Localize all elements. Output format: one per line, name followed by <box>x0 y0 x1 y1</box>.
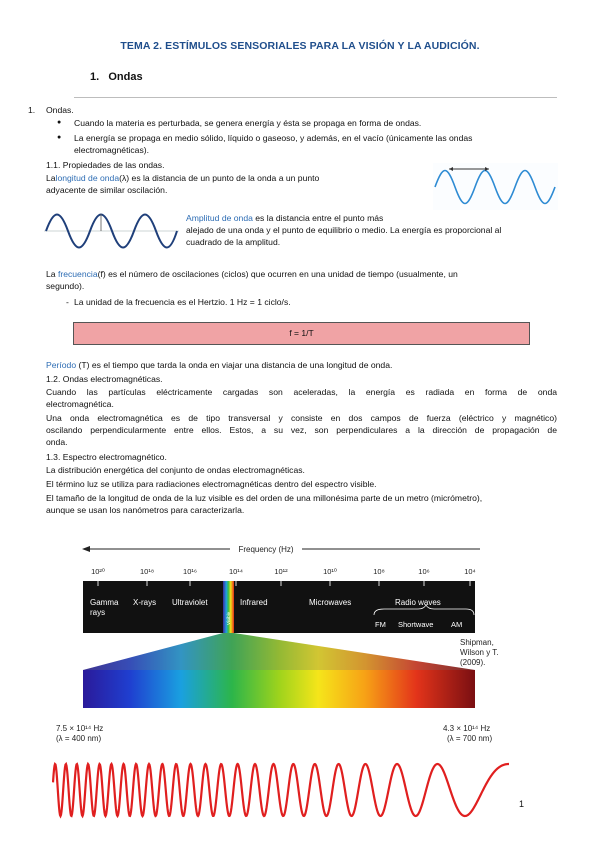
section-title: Ondas <box>108 71 143 83</box>
bullet-text-line: electromagnéticas). <box>74 145 149 156</box>
wavelength-intro: La <box>46 173 56 183</box>
spectrum-line-2: El término luz se utiliza para radiaciones electromagnéticas dentro del espectro visible. <box>46 479 377 489</box>
section-rule <box>74 97 557 98</box>
tick-label: 10⁸ <box>373 567 385 576</box>
chirp-wave-figure <box>52 758 510 826</box>
right-frequency: 4.3 × 10¹⁴ Hz <box>443 724 491 733</box>
em2-line2: oscilando perpendicularmente entre ellos. Estos, a su vez, son perpendiculares a la dirección de propagación de <box>46 425 557 436</box>
section-heading <box>90 71 143 83</box>
dash-bullet: - <box>66 297 69 307</box>
em2-line3: onda. <box>46 437 68 448</box>
period-term: Período <box>46 360 77 370</box>
band-gamma: Gamma <box>90 598 119 607</box>
frequency-term: frecuencia <box>57 269 98 279</box>
tick-label: 10¹² <box>274 567 288 576</box>
band-ultraviolet: Ultraviolet <box>172 598 208 607</box>
tick-label: 10¹⁴ <box>228 567 244 576</box>
frequency-line2: segundo). <box>46 281 85 292</box>
amplitude-line2: alejado de una onda y el punto de equilibrio o medio. La energía es proporcional al <box>186 225 502 236</box>
period-paragraph <box>46 359 392 371</box>
formula-box: f = 1/T <box>73 322 530 345</box>
em2-line1: Una onda electromagnética es de tipo transversal y consiste en dos campos de fuerza (eléctrico y magnético) <box>46 413 557 423</box>
band-radio-waves: Radio waves <box>395 598 441 607</box>
amplitude-line3: cuadrado de la amplitud. <box>186 237 281 248</box>
section-number: 1. <box>90 71 100 83</box>
spectrum-paragraph-3 <box>46 492 557 516</box>
tick-label: 10¹⁸ <box>139 567 155 576</box>
subsection-1-1: 1.1. Propiedades de las ondas. <box>46 160 165 170</box>
bullet-dot: ● <box>57 134 62 141</box>
right-wavelength: (λ = 700 nm) <box>447 734 493 743</box>
visible-label: Visible <box>226 611 231 625</box>
amplitude-line1 <box>186 212 557 224</box>
left-frequency: 7.5 × 10¹⁴ Hz <box>56 724 104 733</box>
em-spectrum-figure <box>40 535 520 750</box>
wavelength-line2: adyacente de similar oscilación. <box>46 185 168 196</box>
subsection-1-2: 1.2. Ondas electromagnéticas. <box>46 374 163 384</box>
spec3-line2: aunque se usan los nanómetros para caracterizarla. <box>46 505 245 516</box>
spec3-line1: El tamaño de la longitud de onda de la luz visible es del orden de una millonésima parte de un metro (micrómetro), <box>46 493 483 503</box>
band-microwaves: Microwaves <box>309 598 352 607</box>
amplitude-rest: es la distancia entre el punto más <box>252 213 384 223</box>
amplitude-wave-figure <box>44 211 179 252</box>
bullet-text <box>74 132 557 156</box>
spectrum-line-1: La distribución energética del conjunto de ondas electromagnéticas. <box>46 465 305 475</box>
frequency-paragraph <box>46 268 557 292</box>
list-number: 1. <box>28 105 36 115</box>
subsection-1-3: 1.3. Espectro electromagnético. <box>46 452 167 462</box>
amplitude-paragraph <box>186 212 557 249</box>
wavelength-term: longitud de onda <box>55 173 120 183</box>
band-xrays: X-rays <box>133 598 157 607</box>
band-fm: FM <box>375 620 386 629</box>
amplitude-term: Amplitud de onda <box>186 213 253 223</box>
band-gamma-rays: rays <box>90 608 106 617</box>
left-wavelength: (λ = 400 nm) <box>56 734 102 743</box>
wavelength-line <box>46 172 423 184</box>
frequency-arrow-head <box>82 546 90 552</box>
credit-line: Wilson y T. <box>460 648 499 657</box>
em-paragraph-2 <box>46 412 557 449</box>
chirp-wave <box>53 764 509 816</box>
band-am: AM <box>451 620 463 629</box>
tick-label: 10¹⁶ <box>183 567 197 576</box>
credit-line: Shipman, <box>460 638 494 647</box>
hertz-text: La unidad de la frecuencia es el Hertzio. 1 Hz = 1 ciclo/s. <box>74 297 291 307</box>
band-infrared: Infrared <box>240 598 268 607</box>
tick-label: 10²⁰ <box>91 567 105 576</box>
band-shortwave: Shortwave <box>398 620 434 629</box>
wavelength-paragraph <box>46 172 423 196</box>
page-number: 1 <box>519 799 525 809</box>
period-rest: (T) es el tiempo que tarda la onda en viajar una distancia de una longitud de onda. <box>76 360 393 370</box>
bullet-dot: ● <box>57 119 62 126</box>
wavelength-rest: (λ) es la distancia de un punto de la onda a un punto <box>119 173 320 183</box>
frequency-line1 <box>46 268 557 280</box>
list-title: Ondas. <box>46 105 74 115</box>
bullet-text: Cuando la materia es perturbada, se genera energía y ésta se propaga en forma de ondas. <box>74 118 422 128</box>
visible-funnel-shade <box>83 633 475 670</box>
wavelength-wave-figure <box>433 163 558 210</box>
tick-label: 10⁴ <box>464 567 476 576</box>
frequency-label: Frequency (Hz) <box>238 545 294 554</box>
credit-line: (2009). <box>460 658 486 667</box>
bullet-text-line: La energía se propaga en medio sólido, líquido o gaseoso, y además, en el vacío (únicamente las ondas <box>74 133 473 143</box>
em1-line2: electromagnética. <box>46 399 114 410</box>
frequency-intro: La <box>46 269 56 279</box>
tick-label: 10¹⁰ <box>323 567 337 576</box>
doc-title: TEMA 2. ESTÍMULOS SENSORIALES PARA LA VISIÓN Y LA AUDICIÓN. <box>120 40 480 52</box>
em-paragraph-1 <box>46 386 557 410</box>
frequency-rest: (f) es el número de oscilaciones (ciclos) que ocurren en una unidad de tiempo (usualmente, un <box>97 269 458 279</box>
visible-spectrum-bar <box>83 670 475 708</box>
em1-line1: Cuando las partículas eléctricamente cargadas son aceleradas, la energía es radiada en forma de onda <box>46 387 557 397</box>
tick-label: 10⁶ <box>418 567 430 576</box>
